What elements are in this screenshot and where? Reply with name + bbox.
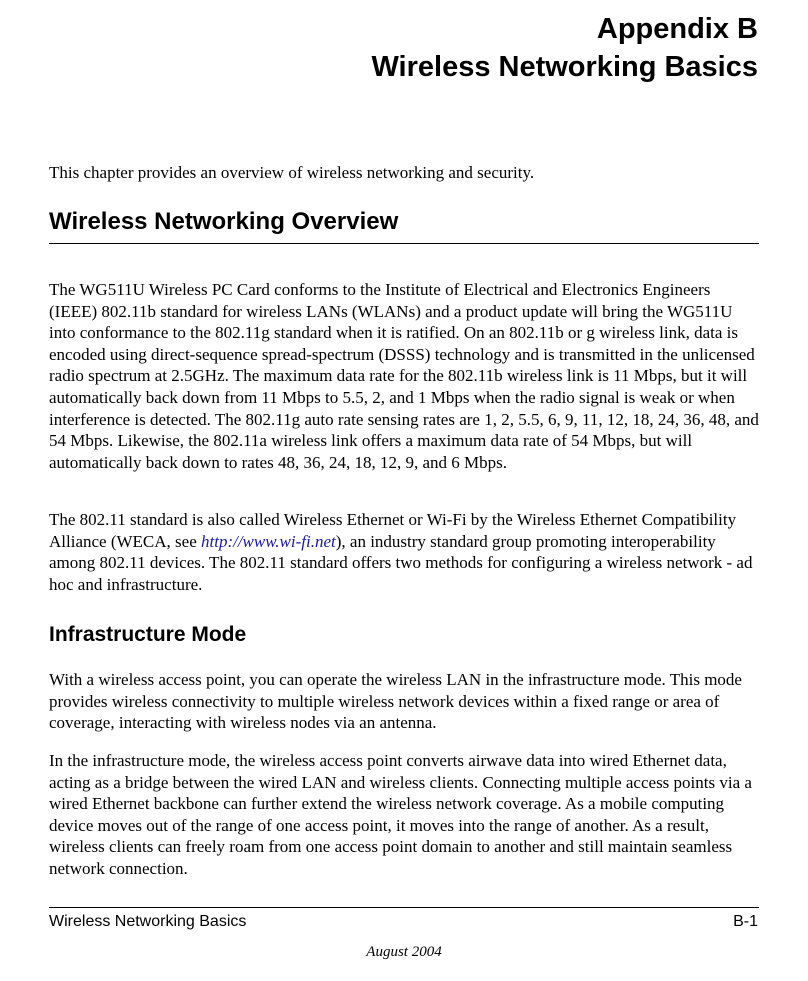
infrastructure-paragraph-1: With a wireless access point, you can operate the wireless LAN in the infrastructure mode. This mode provides wireless connectivity to multiple wireless network devices within a fixed range or area of coverage, interacting with wireless nodes via an antenna. — [49, 670, 742, 733]
section-heading-infrastructure: Infrastructure Mode — [49, 623, 247, 646]
appendix-label: Appendix B — [596, 13, 758, 45]
infrastructure-paragraph-2: In the infrastructure mode, the wireless access point converts airwave data into wired Ethernet data, acting as a bridge between the wired LAN and wireless clients. Connecting multiple access points via a wired Ethernet backbone can further extend the wireless network coverage. As a mobile computing device moves out of the range of one access point, it moves into the range of another. As a result, wireless clients can freely roam from one access point domain to another and still maintain seamless network connection. — [49, 751, 752, 878]
wifi-link[interactable]: http://www.wi-fi.net — [201, 531, 336, 551]
footer-date: August 2004 — [366, 944, 442, 960]
footer-chapter-name: Wireless Networking Basics — [49, 913, 247, 930]
section-heading-overview: Wireless Networking Overview — [49, 207, 759, 244]
overview-paragraph-2-end: ), an industry standard group promoting interoperability among 802.11 devices. The 802.11 standard offers two methods for configuring a wireless network - ad hoc and infrastructure. — [49, 531, 753, 594]
overview-paragraph-2 — [49, 509, 761, 595]
footer-divider — [49, 907, 759, 908]
overview-paragraph-1: The WG511U Wireless PC Card conforms to the Institute of Electrical and Electronics Engineers (IEEE) 802.11b standard for wireless LANs (WLANs) and a product update will bring the WG511U into conformance to the 802.11g standard when it is ratified. On an 802.11b or g wireless link, data is encoded using direct-sequence spread-spectrum (DSSS) technology and is transmitted in the unlicensed radio spectrum at 2.5GHz. The maximum data rate for the 802.11b wireless link is 11 Mbps, but it will automatically back down from 11 Mbps to 5.5, 2, and 1 Mbps when the radio signal is weak or when interference is detected. The 802.11g auto rate sensing rates are 1, 2, 5.5, 6, 9, 11, 12, 18, 24, 36, 48, and 54 Mbps. Likewise, the 802.11a wireless link offers a maximum data rate of 54 Mbps, but will automatically back down to rates 48, 36, 24, 18, 12, 9, and 6 Mbps. — [49, 280, 759, 472]
overview-paragraph-2-start: The 802.11 standard is also called Wireless Ethernet or Wi-Fi by the Wireless Ethernet Compatibility Alliance (WECA, see — [49, 510, 737, 551]
page-title — [371, 10, 758, 86]
chapter-title: Wireless Networking Basics — [371, 51, 758, 83]
footer-page-number: B-1 — [733, 913, 758, 930]
intro-paragraph: This chapter provides an overview of wireless networking and security. — [49, 163, 535, 182]
